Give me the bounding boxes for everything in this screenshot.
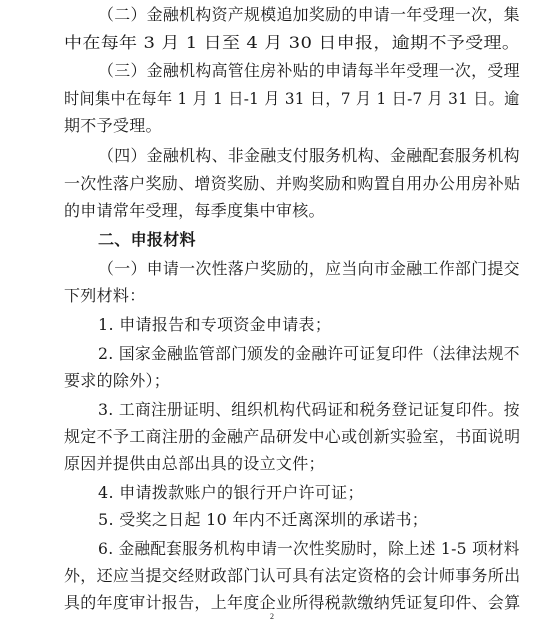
- paragraph-line: （四）金融机构、非金融支付服务机构、金融配套服务机构: [98, 146, 520, 165]
- paragraph-line: 原因并提供由总部出具的设立文件；: [64, 454, 325, 473]
- paragraph-line: 中在每年 3 月 1 日至 4 月 30 日申报，逾期不予受理。: [64, 33, 521, 52]
- paragraph-line: 期不予受理。: [64, 116, 162, 135]
- paragraph-line: 下列材料：: [64, 286, 146, 305]
- paragraph-line: 时间集中在每年 1 月 1 日-1 月 31 日，7 月 1 日-7 月 31 日。逾: [64, 89, 520, 108]
- list-item: 4. 申请拨款账户的银行开户许可证；: [98, 483, 364, 502]
- paragraph-line: （二）金融机构资产规模追加奖励的申请一年受理一次，集: [98, 5, 520, 24]
- list-item: 2. 国家金融监管部门颁发的金融许可证复印件（法律法规不: [98, 344, 520, 363]
- paragraph-line: 规定不予工商注册的金融产品研发中心或创新实验室，书面说明: [64, 427, 521, 446]
- paragraph-line: 要求的除外）；: [64, 371, 171, 390]
- paragraph-line: 一次性落户奖励、增资奖励、并购奖励和购置自用办公用房补贴: [64, 174, 521, 193]
- list-item: 1. 申请报告和专项资金申请表；: [98, 315, 332, 334]
- page-number: 2: [270, 612, 274, 621]
- paragraph-line: 的申请常年受理，每季度集中审核。: [64, 201, 325, 220]
- paragraph-line: （一）申请一次性落户奖励的，应当向市金融工作部门提交: [98, 259, 520, 278]
- paragraph-line: 外，还应当提交经财政部门认可具有法定资格的会计师事务所出: [64, 566, 521, 585]
- paragraph-line: （三）金融机构高管住房补贴的申请每半年受理一次，受理: [98, 61, 520, 80]
- list-item: 3. 工商注册证明、组织机构代码证和税务登记证复印件。按: [98, 400, 520, 419]
- list-item: 5. 受奖之日起 10 年内不迁离深圳的承诺书；: [98, 510, 429, 529]
- section-heading: 二、申报材料: [98, 230, 196, 249]
- paragraph-line: 具的年度审计报告，上年度企业所得税款缴纳凭证复印件、会算: [64, 593, 521, 612]
- list-item: 6. 金融配套服务机构申请一次性奖励时，除上述 1-5 项材料: [98, 539, 520, 558]
